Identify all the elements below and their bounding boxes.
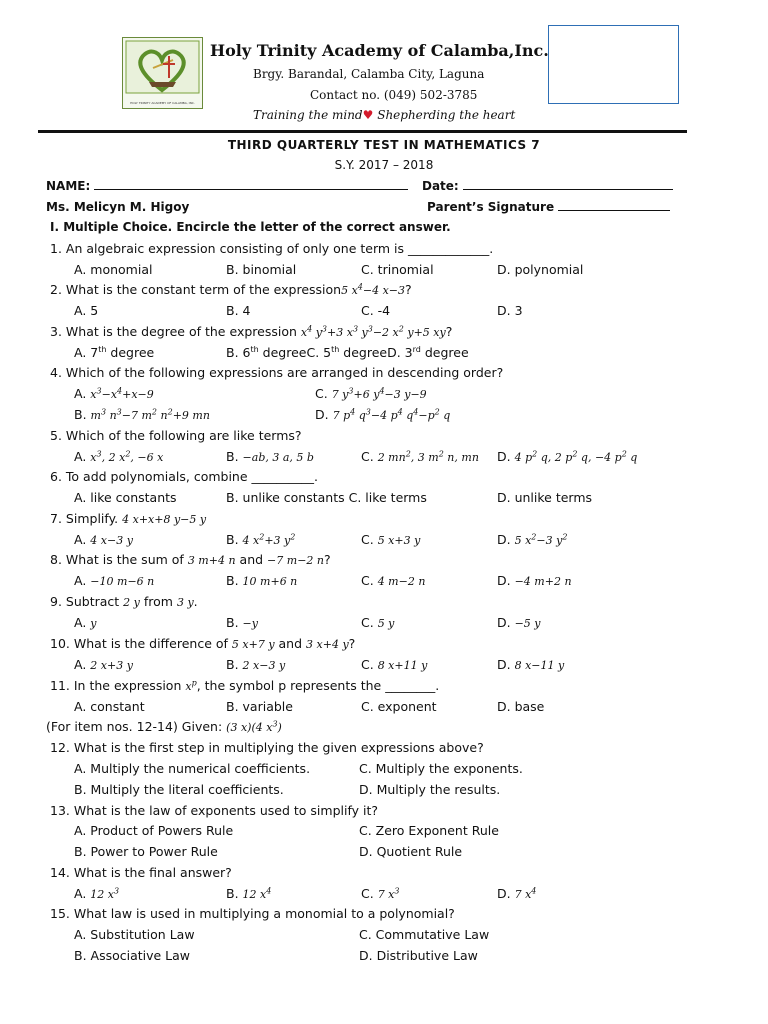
choice-letter: D. xyxy=(315,407,329,422)
question-4 xyxy=(50,365,503,380)
choice-15d[interactable]: D. Distributive Law xyxy=(359,948,478,963)
school-year: S.Y. 2017 – 2018 xyxy=(334,158,434,172)
teacher-name: Ms. Melicyn M. Higoy xyxy=(46,200,190,214)
choice-letter: B. xyxy=(226,657,239,672)
choice-3a[interactable] xyxy=(74,345,154,360)
choice-letter: A. xyxy=(74,449,87,464)
choice-3bcd[interactable] xyxy=(226,345,469,360)
question-number: 13. xyxy=(50,803,70,818)
math-expression: $x^3-x^4+x-9$ xyxy=(90,386,154,401)
choice-1a[interactable]: A. monomial xyxy=(74,262,153,277)
choice-5b[interactable] xyxy=(226,449,314,464)
question-text-end: ? xyxy=(445,324,453,339)
choice-letter: A. xyxy=(74,573,87,588)
question-5 xyxy=(50,428,302,443)
choice-10c[interactable] xyxy=(361,657,427,672)
choice-14a[interactable] xyxy=(74,886,119,901)
choice-letter: D. xyxy=(497,449,511,464)
signature-label: Parent’s Signature xyxy=(427,200,555,214)
choice-9c[interactable] xyxy=(361,615,394,630)
choice-5d[interactable] xyxy=(497,449,637,464)
math-expression: −7 m−2 n xyxy=(267,554,324,567)
choice-2b[interactable]: B. 4 xyxy=(226,303,251,318)
question-number: 10. xyxy=(50,636,70,651)
math-expression: 2 x+3 y xyxy=(90,659,133,672)
question-text-end: . xyxy=(193,594,198,609)
choice-letter: C. xyxy=(361,532,374,547)
choice-letter: A. xyxy=(74,386,87,401)
question-number: 12. xyxy=(50,740,70,755)
choice-8c[interactable] xyxy=(361,573,425,588)
ordinal-suffix: th xyxy=(98,345,107,354)
choice-letter: C. xyxy=(361,615,374,630)
choice-text: B. 6 xyxy=(226,345,251,361)
math-expression: −10 m−6 n xyxy=(90,575,155,588)
choice-text: A. 7 xyxy=(74,345,99,361)
question-13 xyxy=(50,803,378,818)
choice-11a[interactable]: A. constant xyxy=(74,699,145,714)
date-label: Date: xyxy=(422,179,459,193)
math-expression: $m^3$ $n^3-7$ $m^2$ $n^2+9$ mn xyxy=(90,407,210,422)
math-expression: 7 $x^4$ xyxy=(514,886,537,901)
choice-letter: A. xyxy=(74,657,87,672)
question-text: from xyxy=(143,594,173,609)
question-number: 2. xyxy=(50,282,62,297)
math-expression: 7 $p^4$ $q^3-4$ $p^4$ $q^4-p^2$ q xyxy=(332,407,451,422)
ordinal-suffix: rd xyxy=(412,345,421,354)
school-name: Holy Trinity Academy of Calamba,Inc. xyxy=(210,41,549,60)
math-expression: $x^p$ xyxy=(185,678,197,693)
math-expression: 3 y xyxy=(176,596,194,609)
choice-7d[interactable] xyxy=(497,532,567,547)
math-expression: 5 $x^2-3$ $y^2$ xyxy=(514,532,568,547)
choice-10b[interactable] xyxy=(226,657,285,672)
math-expression: 3 x+4 y xyxy=(306,638,349,651)
choice-5a[interactable] xyxy=(74,449,163,464)
math-expression: 4 x+x+8 y−5 y xyxy=(122,513,207,526)
question-text: What is the degree of the expression xyxy=(65,324,297,339)
question-14 xyxy=(50,865,232,880)
question-number: 11. xyxy=(50,678,70,693)
question-text: Which of the following expressions are arranged in descending order? xyxy=(65,365,504,380)
question-12 xyxy=(50,740,484,755)
tagline-part-1: Training the mind xyxy=(253,108,363,122)
math-expression: −5 y xyxy=(514,617,541,630)
question-text: What is the first step in multiplying the given expressions above? xyxy=(73,740,484,755)
score-box xyxy=(548,25,679,104)
choice-9a[interactable] xyxy=(74,615,97,630)
math-expression: 7 $x^3$ xyxy=(377,886,400,901)
question-number: 5. xyxy=(50,428,62,443)
choice-10d[interactable] xyxy=(497,657,564,672)
choice-8a[interactable] xyxy=(74,573,154,588)
choice-letter: C. xyxy=(361,886,374,901)
question-9 xyxy=(50,594,198,609)
question-6 xyxy=(50,469,318,484)
choice-letter: B. xyxy=(74,407,87,422)
question-text: Simplify. xyxy=(65,511,119,526)
question-number: 15. xyxy=(50,906,70,921)
choice-8d[interactable] xyxy=(497,573,572,588)
choice-1d[interactable]: D. polynomial xyxy=(497,262,584,277)
date-field[interactable] xyxy=(463,179,673,190)
choice-letter: B. xyxy=(226,449,239,464)
math-expression: 5 $x^4-4$ x−3 xyxy=(341,282,406,297)
math-expression: 5 y xyxy=(377,617,395,630)
math-expression: 7 $y^3+6$ $y^4-3$ y−9 xyxy=(331,386,427,401)
choice-7c[interactable] xyxy=(361,532,420,547)
question-7 xyxy=(50,511,206,526)
school-logo xyxy=(122,37,203,109)
choice-2d[interactable]: D. 3 xyxy=(497,303,523,318)
question-number: 14. xyxy=(50,865,70,880)
date-row xyxy=(422,179,673,193)
question-text: In the expression xyxy=(73,678,182,693)
math-expression: −y xyxy=(242,617,258,630)
choice-4a[interactable] xyxy=(74,386,154,401)
choice-text: degreeD. 3 xyxy=(339,345,413,361)
school-contact: Contact no. (049) 502-3785 xyxy=(310,88,478,102)
question-number: 6. xyxy=(50,469,62,484)
choice-letter: B. xyxy=(226,532,239,547)
school-tagline xyxy=(253,108,515,122)
question-text: To add polynomials, combine __________. xyxy=(65,469,318,484)
ordinal-suffix: th xyxy=(331,345,340,354)
question-number: 8. xyxy=(50,552,62,567)
question-text: What is the sum of xyxy=(65,552,184,567)
school-address: Brgy. Barandal, Calamba City, Laguna xyxy=(253,67,485,81)
choice-letter: D. xyxy=(497,886,511,901)
tagline-part-2: Shepherding the heart xyxy=(377,108,516,122)
choice-letter: B. xyxy=(226,573,239,588)
choice-text: degreeC. 5 xyxy=(258,345,332,361)
math-expression: 5 x+3 y xyxy=(377,534,421,547)
question-text: Which of the following are like terms? xyxy=(65,428,302,443)
math-expression: 8 x−11 y xyxy=(514,659,565,672)
signature-field[interactable] xyxy=(558,200,670,211)
question-number: 7. xyxy=(50,511,62,526)
math-expression: $x^4$ $y^3+3$ $x^3$ $y^3-2$ $x^2$ y+5 xy xyxy=(300,324,446,339)
choice-letter: A. xyxy=(74,615,87,630)
question-1 xyxy=(50,241,493,256)
choice-12c[interactable]: C. Multiply the exponents. xyxy=(359,761,523,776)
choice-letter: D. xyxy=(497,615,511,630)
question-11 xyxy=(50,678,439,693)
question-text-end: ? xyxy=(405,282,412,297)
choice-7a[interactable] xyxy=(74,532,133,547)
choice-13c[interactable]: C. Zero Exponent Rule xyxy=(359,823,499,838)
math-expression: 4 x−3 y xyxy=(90,534,133,547)
question-number: 9. xyxy=(50,594,62,609)
choice-10a[interactable] xyxy=(74,657,133,672)
math-expression: 4 $p^2$ q, 2 $p^2$ q, −4 $p^2$ q xyxy=(514,449,638,464)
choice-2a[interactable]: A. 5 xyxy=(74,303,99,318)
ordinal-suffix: th xyxy=(250,345,259,354)
math-expression: 8 x+11 y xyxy=(377,659,428,672)
name-label: NAME: xyxy=(46,179,91,193)
question-text: , the symbol p represents the ________. xyxy=(196,678,440,693)
choice-text: degree xyxy=(106,345,155,361)
choice-letter: C. xyxy=(361,449,374,464)
math-expression: 4 m−2 n xyxy=(377,575,426,588)
choice-letter: A. xyxy=(74,532,87,547)
question-text: and xyxy=(278,636,303,651)
section-title: I. Multiple Choice. Encircle the letter of the correct answer. xyxy=(50,220,451,234)
choice-12a[interactable]: A. Multiply the numerical coefficients. xyxy=(74,761,311,776)
question-3 xyxy=(50,324,452,339)
math-expression: −ab, 3 a, 5 b xyxy=(242,451,314,464)
choice-13d[interactable]: D. Quotient Rule xyxy=(359,844,463,859)
question-text: Subtract xyxy=(65,594,120,609)
choice-6a[interactable]: A. like constants xyxy=(74,490,177,505)
math-expression: 2 $mn^2$, 3 $m^2$ n, mn xyxy=(377,449,479,464)
question-10 xyxy=(50,636,355,651)
name-field[interactable] xyxy=(94,179,408,190)
math-expression: 10 m+6 n xyxy=(242,575,298,588)
math-expression: 12 $x^3$ xyxy=(90,886,120,901)
choice-4b[interactable] xyxy=(74,407,210,422)
question-text-end: ? xyxy=(324,552,331,567)
question-text: What is the final answer? xyxy=(73,865,232,880)
math-expression: 4 $x^2+3$ $y^2$ xyxy=(242,532,296,547)
choice-11b[interactable]: B. variable xyxy=(226,699,293,714)
choice-15a[interactable]: A. Substitution Law xyxy=(74,927,195,942)
math-expression: 2 y xyxy=(123,596,140,609)
logo-emblem-icon xyxy=(123,38,202,108)
choice-15c[interactable]: C. Commutative Law xyxy=(359,927,490,942)
choice-7b[interactable] xyxy=(226,532,295,547)
logo-motto: HOLY TRINITY ACADEMY OF CALAMBA, INC. xyxy=(130,101,195,105)
math-expression: 5 x+7 y xyxy=(231,638,275,651)
choice-letter: C. xyxy=(315,386,328,401)
choice-9d[interactable] xyxy=(497,615,541,630)
name-row xyxy=(46,179,408,193)
question-text: What is the law of exponents used to simplify it? xyxy=(73,803,379,818)
choice-letter: B. xyxy=(226,615,239,630)
question-number: 4. xyxy=(50,365,62,380)
math-expression: 3 m+4 n xyxy=(187,554,236,567)
signature-row xyxy=(427,200,670,214)
test-title: THIRD QUARTERLY TEST IN MATHEMATICS 7 xyxy=(227,138,541,152)
choice-11d[interactable]: D. base xyxy=(497,699,545,714)
math-expression: 2 x−3 y xyxy=(242,659,286,672)
choice-9b[interactable] xyxy=(226,615,258,630)
choice-11c[interactable]: C. exponent xyxy=(361,699,437,714)
question-text: What law is used in multiplying a monomial to a polynomial? xyxy=(73,906,455,921)
choice-4c[interactable] xyxy=(315,386,427,401)
choice-14d[interactable] xyxy=(497,886,536,901)
choice-letter: B. xyxy=(226,886,239,901)
choice-letter: A. xyxy=(74,886,87,901)
header-divider xyxy=(38,130,687,133)
choice-6bc[interactable]: B. unlike constants C. like terms xyxy=(226,490,427,505)
choice-12b[interactable]: B. Multiply the literal coefficients. xyxy=(74,782,284,797)
math-expression: $x^3$, 2 $x^2$, −6 x xyxy=(90,449,164,464)
choice-letter: C. xyxy=(361,573,374,588)
question-15 xyxy=(50,906,455,921)
choice-text: degree xyxy=(420,345,469,361)
choice-12d[interactable]: D. Multiply the results. xyxy=(359,782,501,797)
choice-13a[interactable]: A. Product of Powers Rule xyxy=(74,823,234,838)
math-expression: 12 $x^4$ xyxy=(242,886,272,901)
question-text: What is the difference of xyxy=(73,636,228,651)
choice-letter: D. xyxy=(497,532,511,547)
choice-14b[interactable] xyxy=(226,886,271,901)
given-note xyxy=(46,719,282,734)
given-text: (For item nos. 12-14) Given: xyxy=(46,719,223,734)
question-text: and xyxy=(239,552,264,567)
choice-letter: D. xyxy=(497,573,511,588)
choice-8b[interactable] xyxy=(226,573,297,588)
choice-letter: D. xyxy=(497,657,511,672)
math-expression: −4 m+2 n xyxy=(514,575,572,588)
choice-1b[interactable]: B. binomial xyxy=(226,262,297,277)
heart-icon: ♥ xyxy=(362,108,374,122)
choice-13b[interactable]: B. Power to Power Rule xyxy=(74,844,218,859)
question-text: What is the constant term of the expression xyxy=(65,282,342,297)
question-number: 1. xyxy=(50,241,62,256)
choice-1c[interactable]: C. trinomial xyxy=(361,262,434,277)
choice-letter: C. xyxy=(361,657,374,672)
choice-6d[interactable]: D. unlike terms xyxy=(497,490,593,505)
question-2 xyxy=(50,282,412,297)
question-text: An algebraic expression consisting of only one term is _____________. xyxy=(65,241,494,256)
question-number: 3. xyxy=(50,324,62,339)
question-text-end: ? xyxy=(348,636,356,651)
choice-4d[interactable] xyxy=(315,407,450,422)
choice-14c[interactable] xyxy=(361,886,399,901)
choice-5c[interactable] xyxy=(361,449,479,464)
choice-15b[interactable]: B. Associative Law xyxy=(74,948,191,963)
math-expression: y xyxy=(90,617,97,630)
math-expression: (3 x)(4 $x^3$) xyxy=(226,719,282,734)
choice-2c[interactable]: C. -4 xyxy=(361,303,391,318)
question-8 xyxy=(50,552,331,567)
